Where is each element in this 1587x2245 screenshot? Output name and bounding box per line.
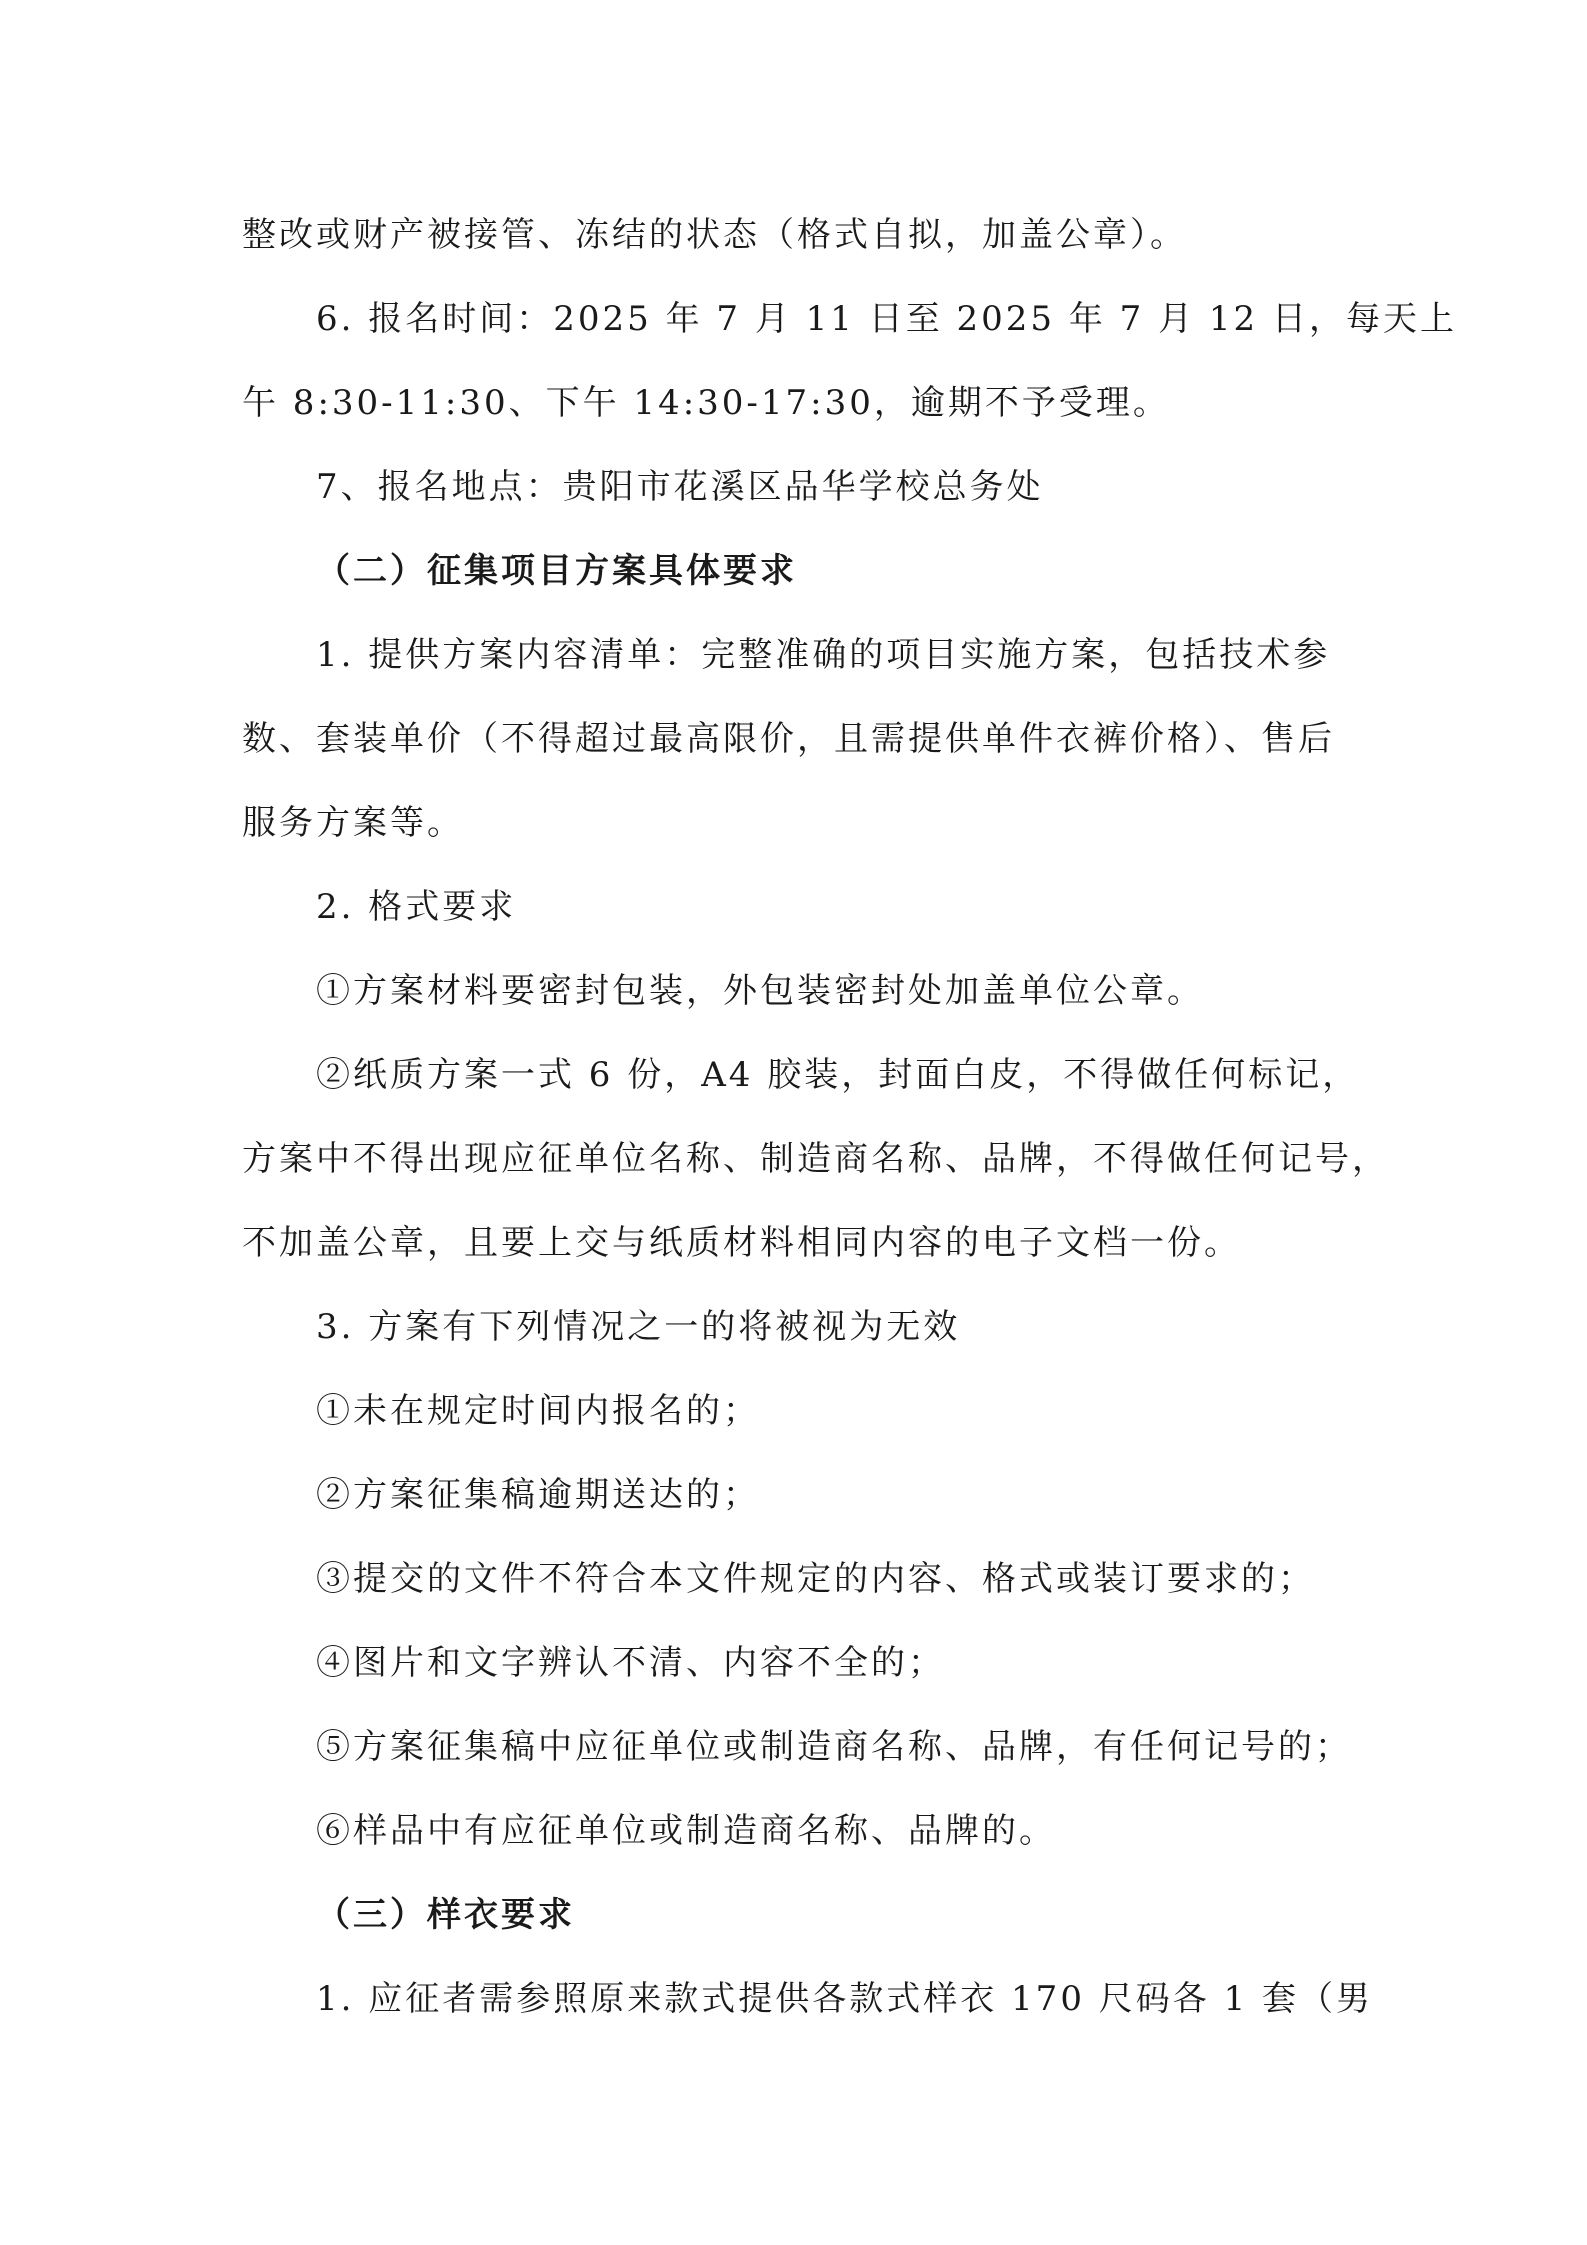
list-item: ②方案征集稿逾期送达的；	[316, 1475, 760, 1515]
subsection-line: 2. 格式要求	[316, 887, 517, 927]
paragraph-line: 服务方案等。	[242, 803, 464, 843]
list-item: ③提交的文件不符合本文件规定的内容、格式或装订要求的；	[316, 1559, 1315, 1599]
paragraph-line: 1. 提供方案内容清单：完整准确的项目实施方案，包括技术参	[316, 635, 1331, 675]
list-item: ④图片和文字辨认不清、内容不全的；	[316, 1643, 945, 1683]
paragraph-line: 不加盖公章，且要上交与纸质材料相同内容的电子文档一份。	[242, 1223, 1241, 1263]
registration-time-line: 6. 报名时间：2025 年 7 月 11 日至 2025 年 7 月 12 日，每天上	[316, 299, 1457, 339]
paragraph-line: 数、套装单价（不得超过最高限价，且需提供单件衣裤价格）、售后	[242, 719, 1335, 759]
list-item: ⑤方案征集稿中应征单位或制造商名称、品牌，有任何记号的；	[316, 1727, 1352, 1767]
subsection-line: 3. 方案有下列情况之一的将被视为无效	[316, 1307, 961, 1347]
section-heading: （二）征集项目方案具体要求	[316, 551, 797, 591]
list-item: ①方案材料要密封包装，外包装密封处加盖单位公章。	[316, 971, 1204, 1011]
list-item: ⑥样品中有应征单位或制造商名称、品牌的。	[316, 1811, 1056, 1851]
list-item: ②纸质方案一式 6 份，A4 胶装，封面白皮，不得做任何标记，	[316, 1055, 1360, 1095]
section-heading: （三）样衣要求	[316, 1895, 575, 1935]
paragraph-line: 1. 应征者需参照原来款式提供各款式样衣 170 尺码各 1 套（男	[316, 1979, 1374, 2019]
paragraph-line: 方案中不得出现应征单位名称、制造商名称、品牌，不得做任何记号，	[242, 1139, 1389, 1179]
paragraph-line: 整改或财产被接管、冻结的状态（格式自拟，加盖公章）。	[242, 215, 1187, 255]
list-item: ①未在规定时间内报名的；	[316, 1391, 760, 1431]
registration-location-line: 7、报名地点：贵阳市花溪区品华学校总务处	[316, 467, 1044, 507]
paragraph-line: 午 8:30-11:30、下午 14:30-17:30，逾期不予受理。	[242, 383, 1170, 423]
